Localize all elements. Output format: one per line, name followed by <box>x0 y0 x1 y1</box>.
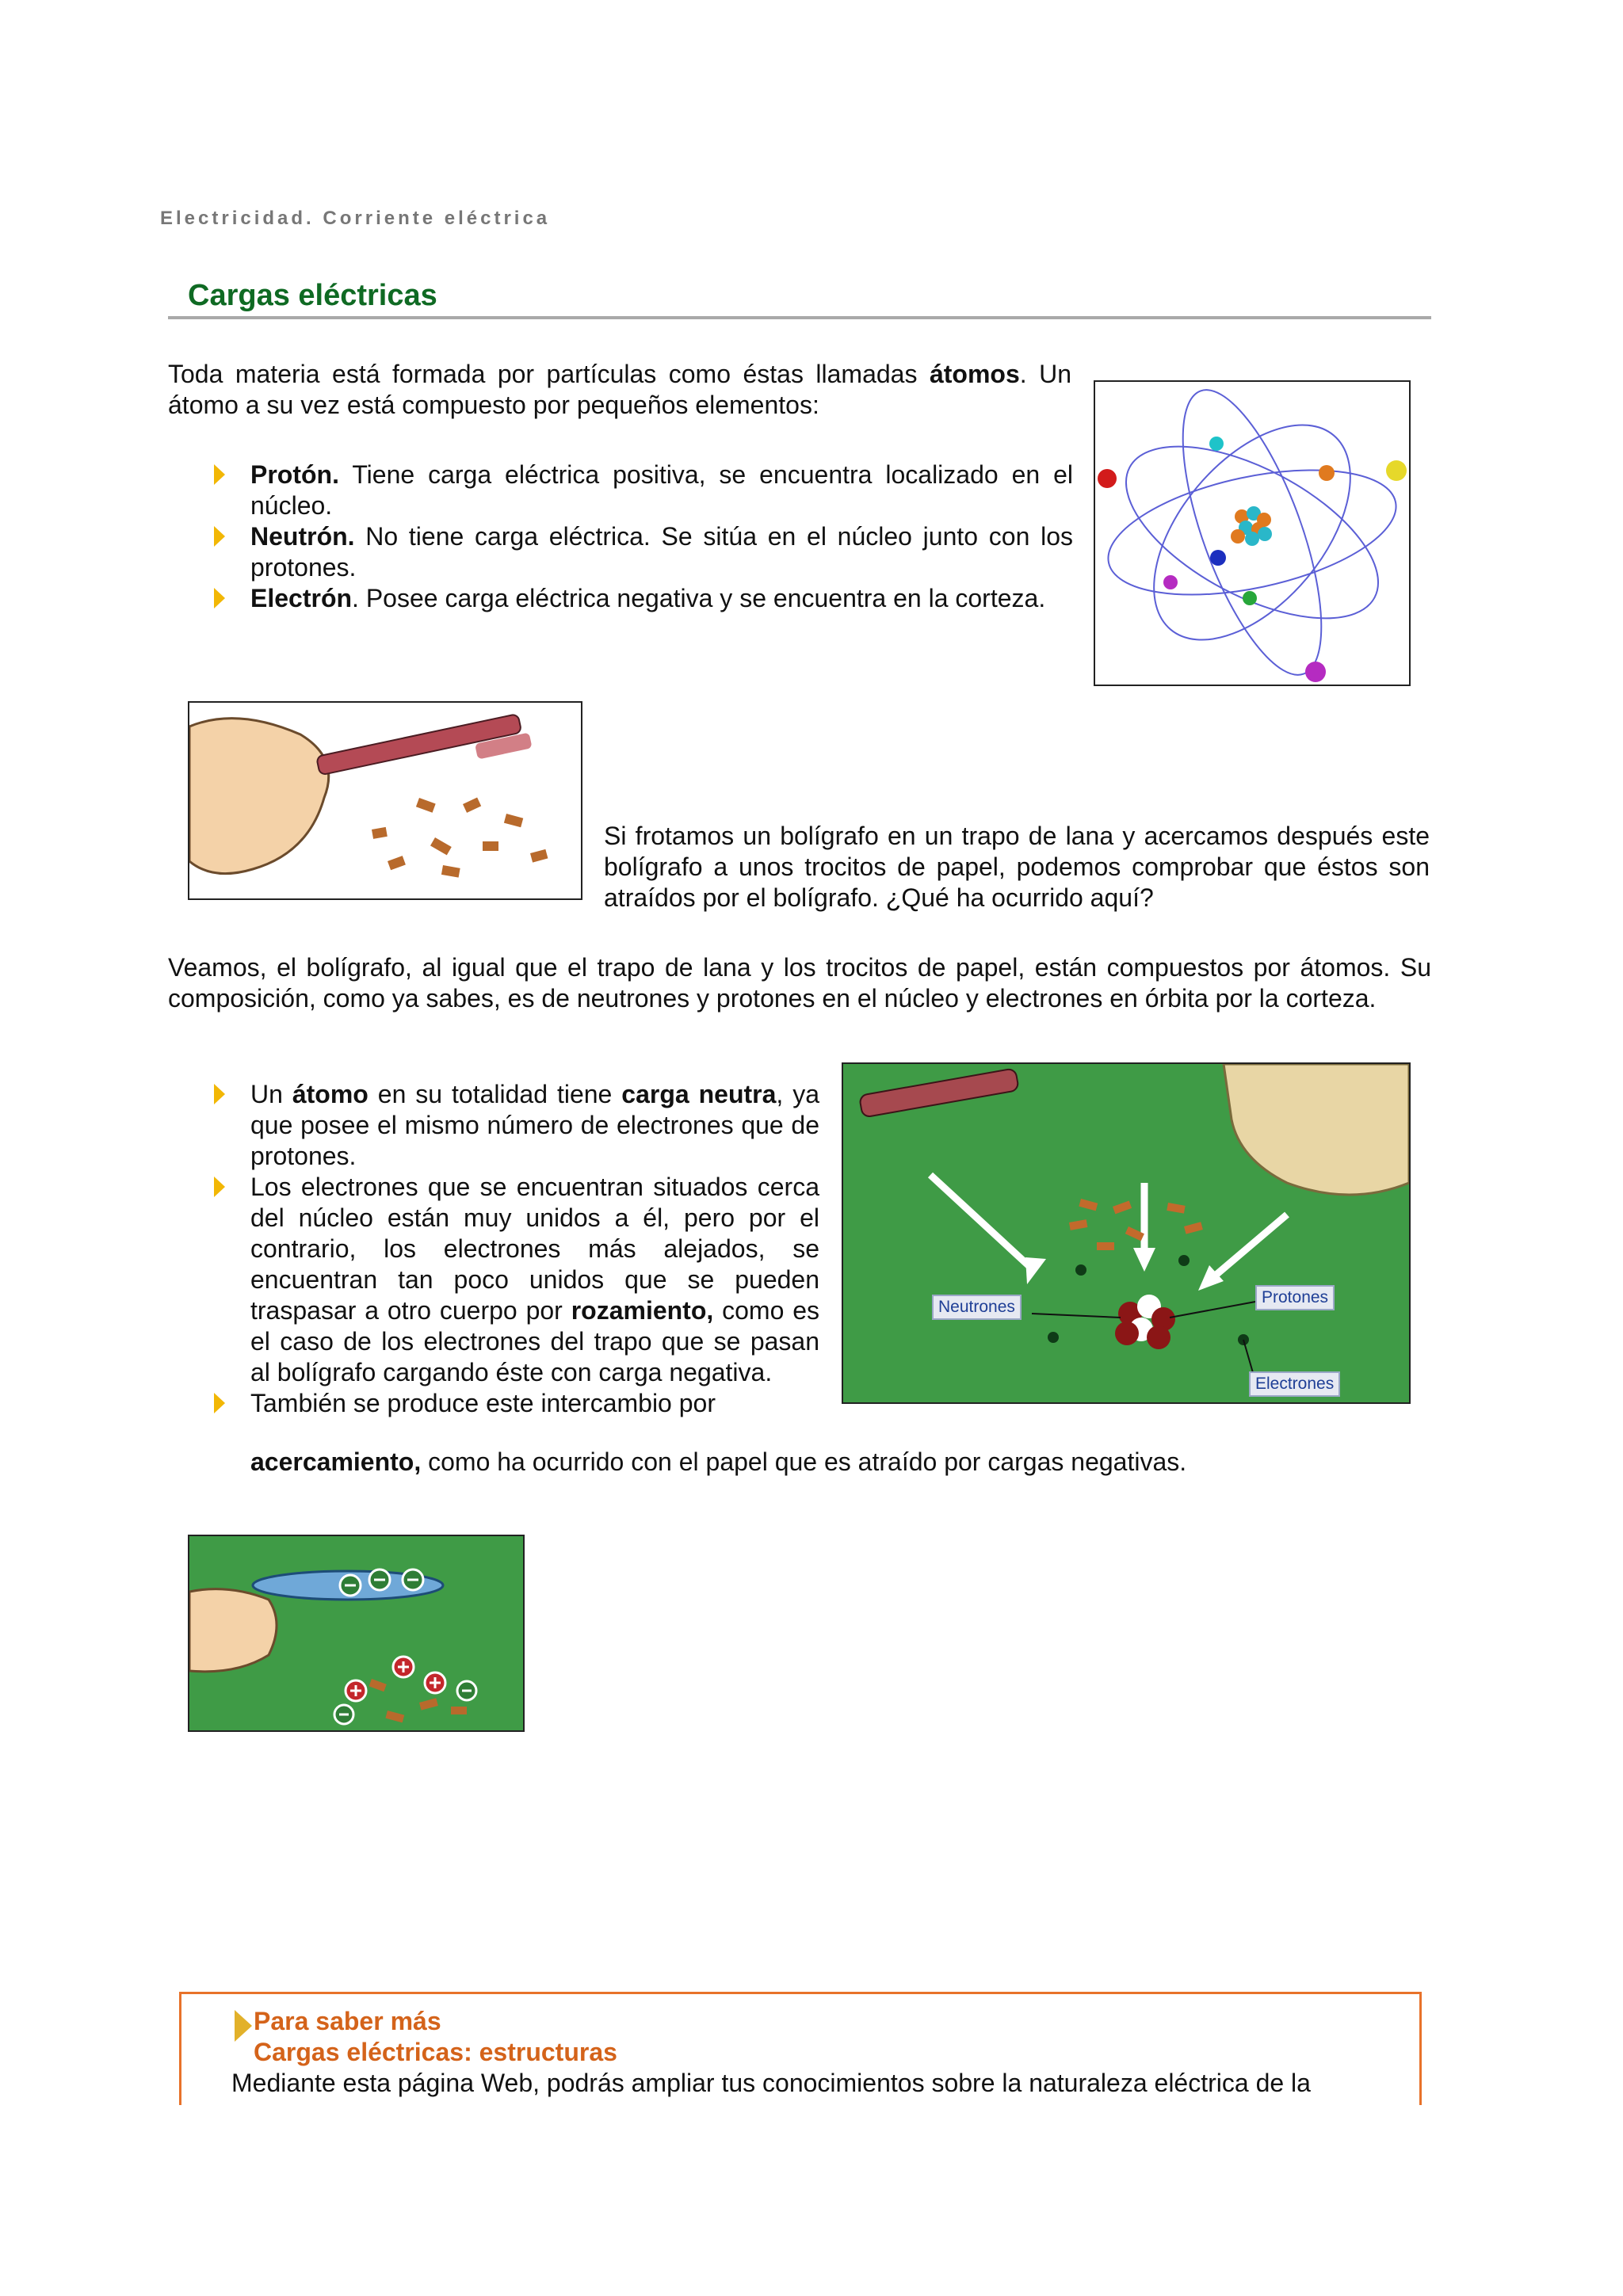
document-header: Electricidad. Corriente eléctrica <box>160 208 551 229</box>
bullet-arrow-icon <box>214 464 225 485</box>
list-item: Electrón. Posee carga eléctrica negativa y se encuentra en la corteza. <box>214 583 1073 614</box>
acercamiento-line: acercamiento, como ha ocurrido con el papel que es atraído por cargas negativas. <box>250 1447 1187 1476</box>
atom-illustration <box>1095 382 1409 685</box>
explanation-paragraph: Veamos, el bolígrafo, al igual que el trapo de lana y los trocitos de papel, están compuestos por átomos. Su composición, como ya sabes, es de neutrones y protones en el núcleo y electrones en órbita por la corteza. <box>168 953 1431 1013</box>
list-item: Protón. Tiene carga eléctrica positiva, se encuentra localizado en el núcleo. <box>214 460 1073 521</box>
neutrones-label: Neutrones <box>932 1295 1022 1320</box>
pen-caption: Si frotamos un bolígrafo en un trapo de lana y acercamos después este bolígrafo a unos trocitos de papel, podemos comprobar que éstos son atraídos por el bolígrafo. ¿Qué ha ocurrido aquí? <box>604 822 1430 912</box>
bullet-arrow-icon <box>214 1393 225 1413</box>
pen-rubbing-image <box>188 701 582 900</box>
protones-label: Protones <box>1255 1285 1335 1310</box>
bullet-arrow-icon <box>214 526 225 547</box>
section-title: Cargas eléctricas <box>188 279 437 312</box>
pen-paper-illustration <box>189 703 581 898</box>
charge-transfer-illustration <box>843 1064 1409 1402</box>
charged-pen-illustration <box>189 1536 523 1730</box>
more-info-text: Mediante esta página Web, podrás ampliar tus conocimientos sobre la naturaleza eléctrica de la <box>231 2069 1311 2097</box>
bullet-arrow-icon <box>214 588 225 608</box>
title-divider <box>168 316 1431 319</box>
more-info-heading: Para saber más <box>254 2007 441 2035</box>
electrones-label: Electrones <box>1249 1371 1340 1397</box>
bullet-arrow-icon <box>214 1084 225 1104</box>
atom-diagram-image <box>842 1062 1411 1404</box>
atom-image <box>1094 380 1411 686</box>
list-item: Los electrones que se encuentran situados cerca del núcleo están muy unidos a él, pero por el contrario, los electrones más alejados, se encuentran tan poco unidos que se pueden traspasar a otro cuerpo por rozamiento, como es el caso de los electrones del trapo que se pasan al bolígrafo cargando éste con carga negativa. <box>214 1172 819 1388</box>
charged-pen-image <box>188 1535 525 1732</box>
particle-list <box>214 460 1073 614</box>
bullet-arrow-icon <box>214 1177 225 1197</box>
list-item: Neutrón. No tiene carga eléctrica. Se sitúa en el núcleo junto con los protones. <box>214 521 1073 583</box>
list-item: Un átomo en su totalidad tiene carga neutra, ya que posee el mismo número de electrones que de protones. <box>214 1079 819 1172</box>
more-info-arrow-icon <box>235 2010 252 2042</box>
intro-paragraph: Toda materia está formada por partículas como éstas llamadas átomos. Un átomo a su vez está compuesto por pequeños elementos: <box>168 360 1072 419</box>
more-info-link[interactable]: Cargas eléctricas: estructuras <box>254 2038 617 2066</box>
list-item: También se produce este intercambio por <box>214 1388 819 1419</box>
charge-list <box>214 1079 819 1419</box>
